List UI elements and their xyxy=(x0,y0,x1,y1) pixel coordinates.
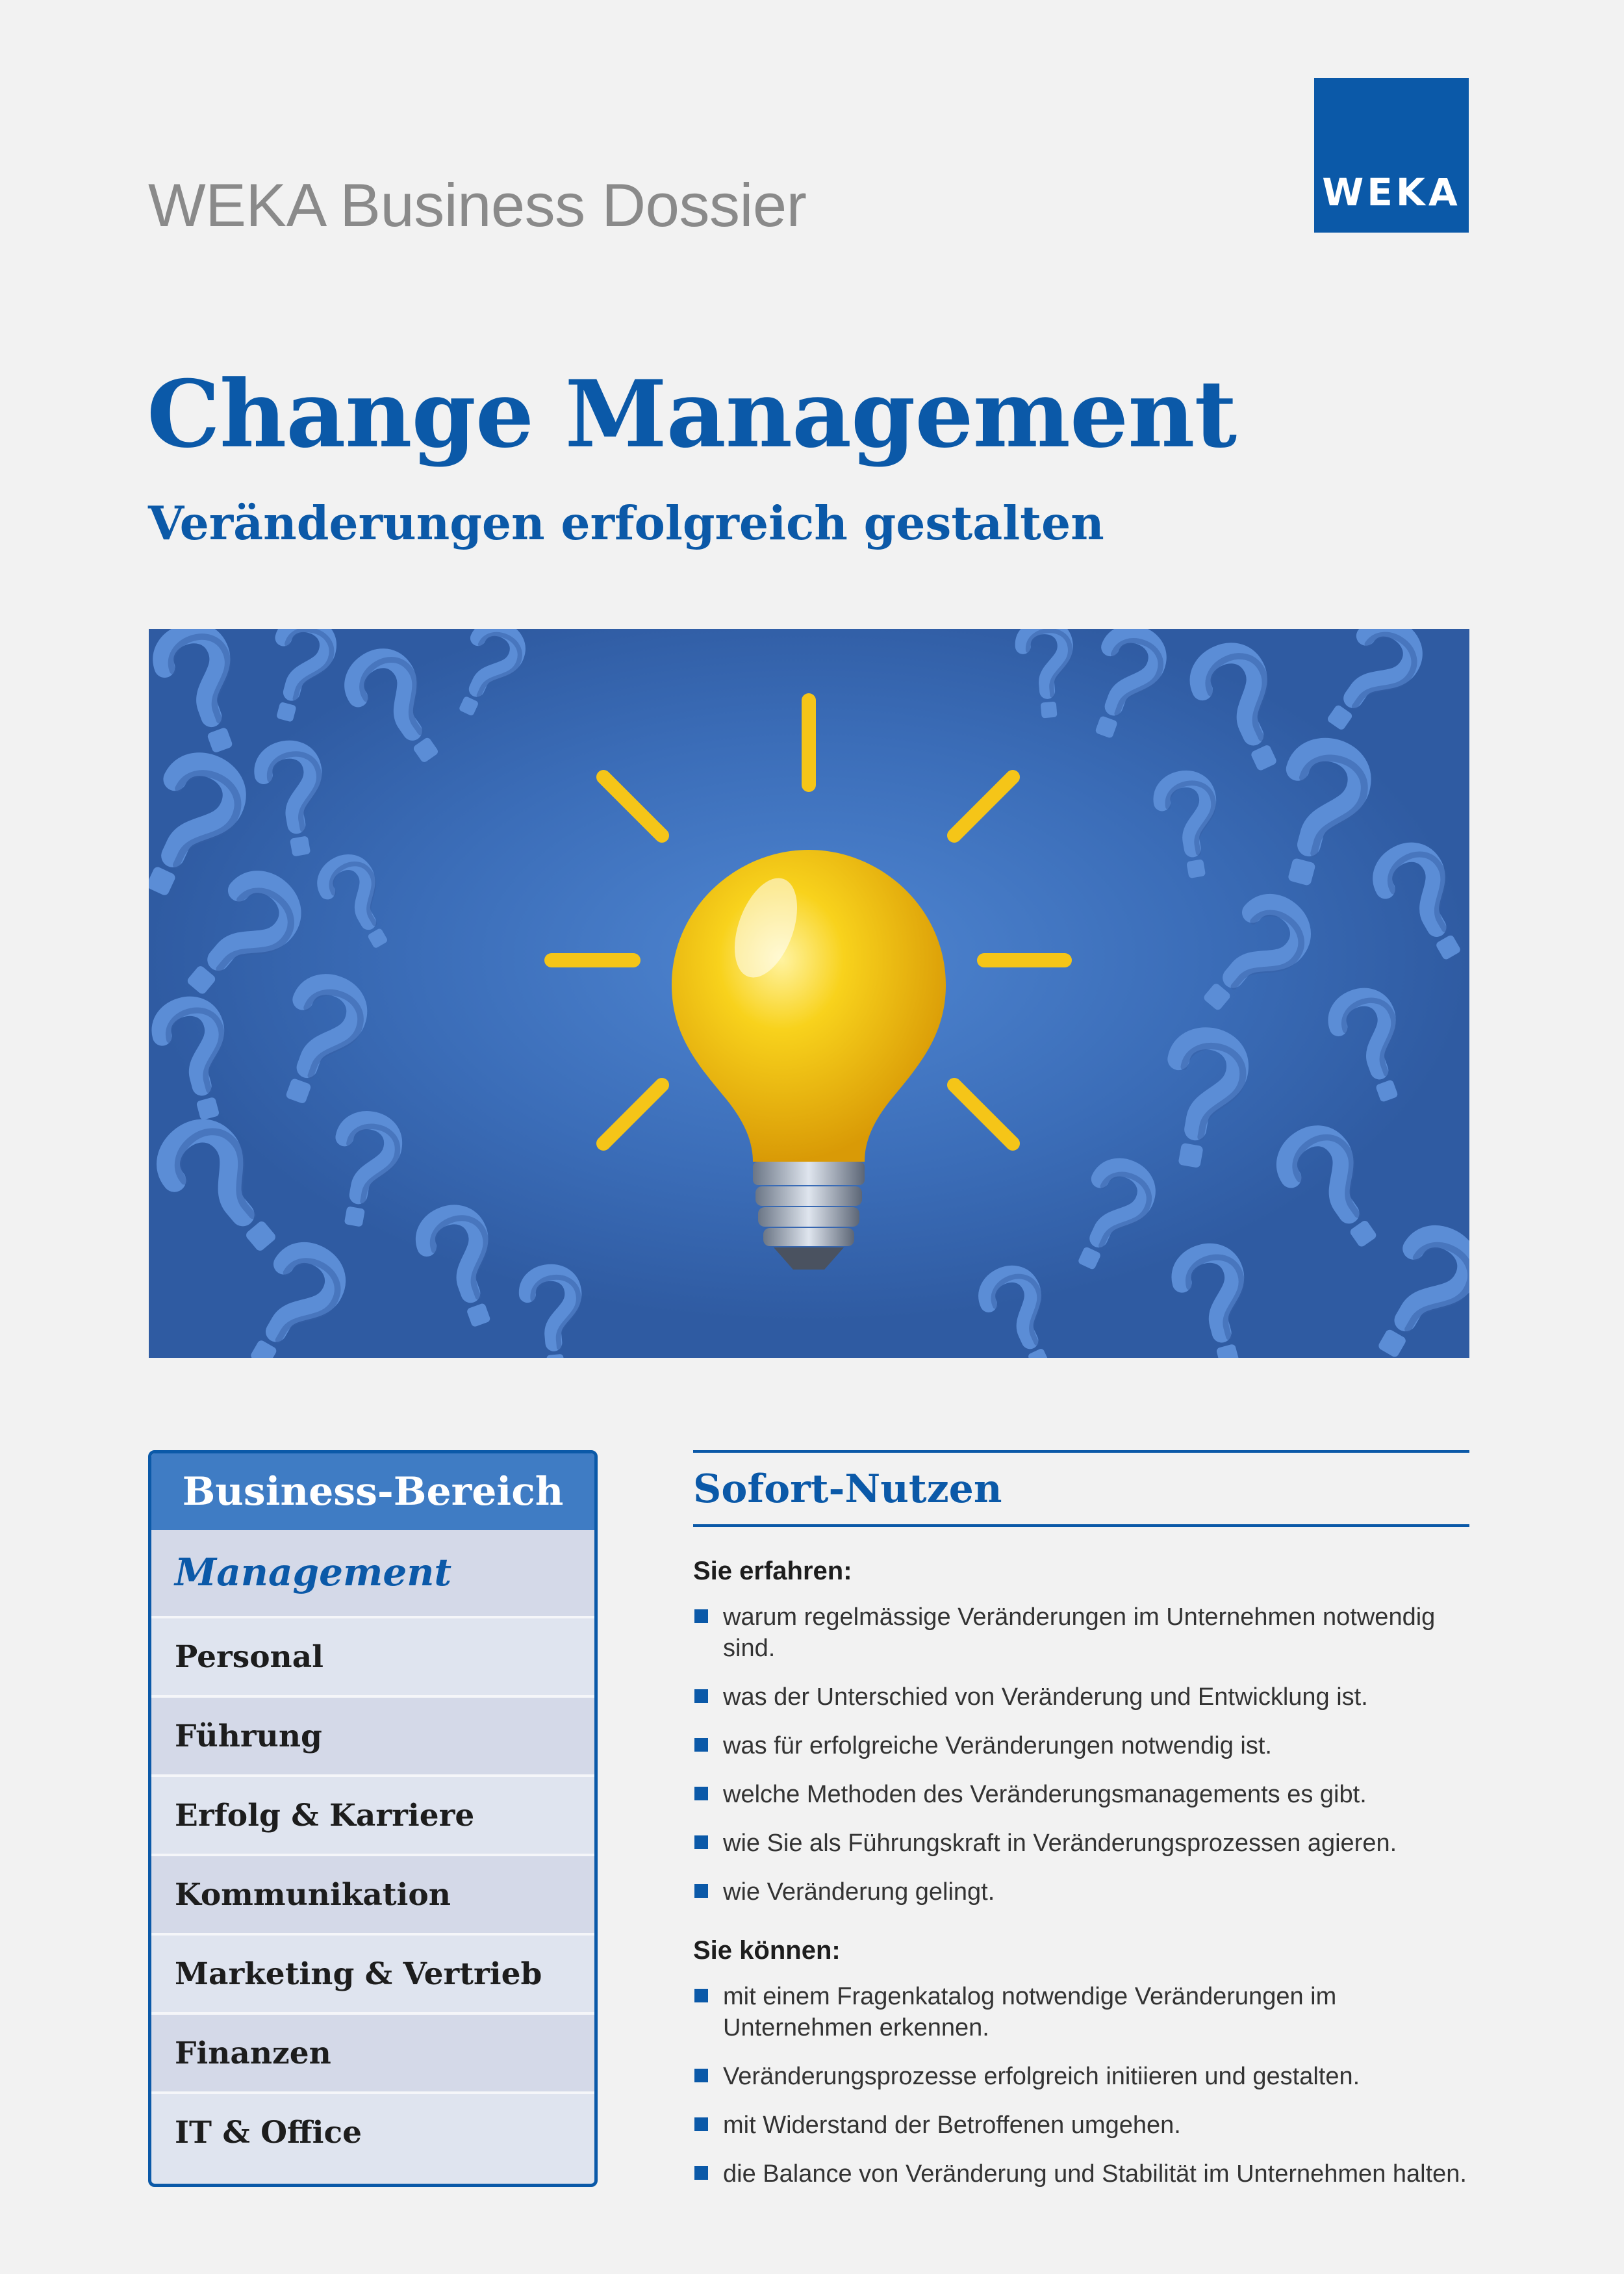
list-item: Veränderungsprozesse erfolgreich initiieren und gestalten. xyxy=(693,2061,1469,2092)
category-item-fuehrung[interactable]: Führung xyxy=(151,1695,594,1774)
list-item: mit Widerstand der Betroffenen umgehen. xyxy=(693,2110,1469,2141)
bullet-square-icon xyxy=(694,1787,708,1800)
series-title: WEKA Business Dossier xyxy=(148,171,807,239)
bullet-square-icon xyxy=(694,1989,708,2002)
category-item-erfolg-karriere[interactable]: Erfolg & Karriere xyxy=(151,1774,594,1854)
category-item-marketing-vertrieb[interactable]: Marketing & Vertrieb xyxy=(151,1933,594,2012)
weka-logo xyxy=(1314,78,1469,233)
hero-image xyxy=(149,629,1469,1358)
benefits-section xyxy=(693,1450,1469,2207)
bullet-square-icon xyxy=(694,2069,708,2082)
category-item-kommunikation[interactable]: Kommunikation xyxy=(151,1854,594,1933)
list-item: welche Methoden des Veränderungsmanagements es gibt. xyxy=(693,1779,1469,1810)
bullet-square-icon xyxy=(694,2117,708,2131)
list-item: was der Unterschied von Veränderung und Entwicklung ist. xyxy=(693,1681,1469,1713)
bullet-square-icon xyxy=(694,1609,708,1623)
list-item: warum regelmässige Veränderungen im Unternehmen notwendig sind. xyxy=(693,1602,1469,1664)
benefits-title: Sofort-Nutzen xyxy=(693,1466,1002,1512)
list-item: mit einem Fragenkatalog notwendige Veränderungen im Unternehmen erkennen. xyxy=(693,1981,1469,2043)
category-item-personal[interactable]: Personal xyxy=(151,1616,594,1695)
section-heading-can: Sie können: xyxy=(693,1936,841,1965)
list-item: wie Veränderung gelingt. xyxy=(693,1876,1469,1908)
bullet-square-icon xyxy=(694,1738,708,1752)
bullet-square-icon xyxy=(694,1835,708,1849)
business-category-box xyxy=(148,1450,598,2187)
category-item-it-office[interactable]: IT & Office xyxy=(151,2091,594,2171)
page-subtitle: Veränderungen erfolgreich gestalten xyxy=(148,496,1104,550)
bullet-square-icon xyxy=(694,1884,708,1898)
bullet-square-icon xyxy=(694,1689,708,1703)
page-title: Change Management xyxy=(147,361,1237,468)
list-item: was für erfolgreiche Veränderungen notwendig ist. xyxy=(693,1730,1469,1761)
category-header: Business-Bereich xyxy=(151,1453,594,1530)
divider xyxy=(693,1524,1469,1527)
category-item-management[interactable]: Management xyxy=(151,1530,594,1616)
list-item: wie Sie als Führungskraft in Veränderungsprozessen agieren. xyxy=(693,1828,1469,1859)
logo-text: WEKA xyxy=(1322,170,1461,214)
section-heading-learn: Sie erfahren: xyxy=(693,1557,852,1585)
category-item-finanzen[interactable]: Finanzen xyxy=(151,2012,594,2091)
bullet-square-icon xyxy=(694,2166,708,2180)
list-item: die Balance von Veränderung und Stabilität im Unternehmen halten. xyxy=(693,2158,1469,2190)
